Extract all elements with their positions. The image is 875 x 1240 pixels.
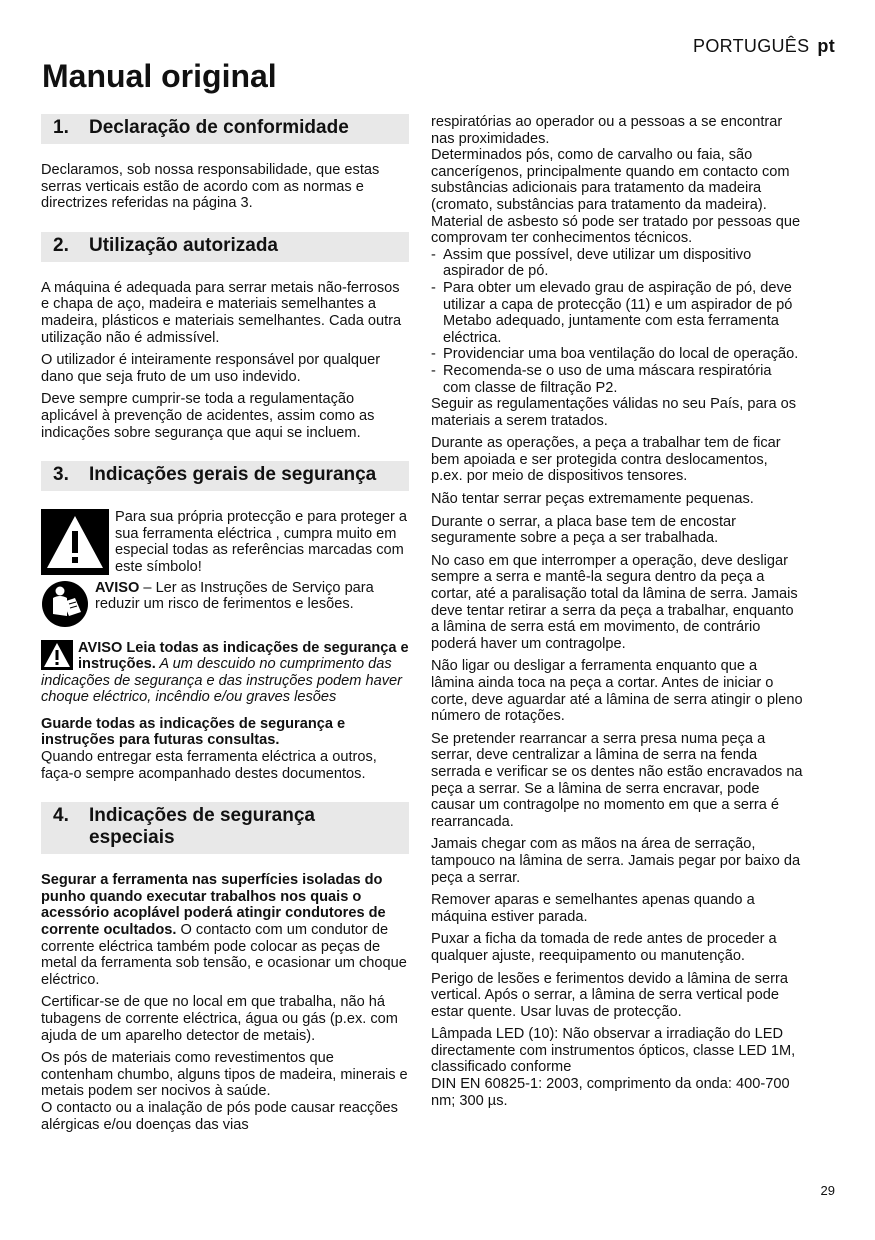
right-paragraph: DIN EN 60825-1: 2003, comprimento da onda: 400-700 nm; 300 µs. xyxy=(431,1076,790,1109)
read-manual-warning-text: – Ler as Instruções de Serviço para reduzir um risco de ferimentos e lesões. xyxy=(95,579,374,613)
right-paragraph: Perigo de lesões e ferimentos devido a lâmina de serra vertical. Após o serrar, a lâmina de serra vertical pode estar quente. Usar luvas de protecção. xyxy=(431,970,788,1020)
language-header xyxy=(693,36,835,57)
section-4-paragraph: O contacto ou a inalação de pós pode causar reacções alérgicas e/ou doenças das vias xyxy=(41,1099,398,1133)
right-paragraph: Lâmpada LED (10): Não observar a irradiação do LED directamente com instrumentos ópticos, classe LED 1M, classificado conforme xyxy=(431,1026,796,1076)
language-code: pt xyxy=(817,36,835,56)
section-heading-4: 4. Indicações de segurança especiais xyxy=(41,802,409,854)
section-heading-2: 2. Utilização autorizada xyxy=(41,232,409,262)
keep-instructions-bold: Guarde todas as indicações de segurança e instruções para futuras consultas. xyxy=(41,715,346,749)
section-2-paragraph: Deve sempre cumprir-se toda a regulamentação aplicável à prevenção de acidentes, assim como as indicações sobre segurança que aqui se incluem. xyxy=(41,391,375,441)
list-item: - Recomenda-se o uso de uma máscara respiratória com classe de filtração P2. xyxy=(431,362,772,396)
right-paragraph: Durante o serrar, a placa base tem de encostar seguramente sobre a peça a ser trabalhada. xyxy=(431,513,737,547)
right-paragraph: Durante as operações, a peça a trabalhar tem de ficar bem apoiada e ser protegida contra deslocamentos, p.ex. por meio de dispositivos tensores. xyxy=(431,435,781,485)
right-column xyxy=(431,114,803,1115)
right-paragraph: respiratórias ao operador ou a pessoas a se encontrar nas proximidades. xyxy=(431,114,783,147)
warning-triangle-icon xyxy=(41,640,73,670)
right-paragraph: Determinados pós, como de carvalho ou faia, são cancerígenos, principalmente quando em contacto com substâncias adicionais para tratamento da madeira (cromato, substâncias para tratamento da madeira). Material de asbesto só pode ser tratado por pessoas que comprovam ter conhecimentos técnicos. xyxy=(431,147,801,247)
right-paragraph: Jamais chegar com as mãos na área de serração, tampouco na lâmina de serra. Jamais pegar por baixo da peça a serrar. xyxy=(431,836,801,886)
safety-warning-paragraph xyxy=(41,640,409,706)
page-number: 29 xyxy=(820,1183,835,1198)
keep-instructions-text: Quando entregar esta ferramenta eléctrica a outros, faça-o sempre acompanhado destes documentos. xyxy=(41,749,377,782)
left-column xyxy=(41,114,409,1139)
safety-warning-italic: A um descuido no cumprimento das indicações de segurança e das instruções podem haver choque eléctrico, incêndio e/ou graves lesões xyxy=(41,656,403,706)
right-paragraph: No caso em que interromper a operação, deve desligar sempre a serra e mantê-la segura dentro da peça a cortar, até a paralisação total da lâmina de serra. Jamais deve tentar retirar a serra da peça a trabalhar, enquanto a lâmina de serra está em movimento, de contrário poderá haver um contragolpe. xyxy=(431,552,798,652)
safety-warning-bold: AVISO Leia todas as indicações de segurança e instruções. xyxy=(78,639,409,673)
section-4-paragraph: Certificar-se de que no local em que trabalha, não há tubagens de corrente eléctrica, água ou gás (p.ex. com ajuda de um aparelho detector de metais). xyxy=(41,994,398,1044)
section-heading-3: 3. Indicações gerais de segurança xyxy=(41,461,409,491)
right-paragraph: Seguir as regulamentações válidas no seu País, para os materiais a serem tratados. xyxy=(431,396,797,429)
read-manual-warning-label: AVISO xyxy=(95,579,140,596)
page-title: Manual original xyxy=(42,58,277,94)
list-item: - Assim que possível, deve utilizar um dispositivo aspirador de pó. xyxy=(431,246,752,280)
right-paragraph: Remover aparas e semelhantes apenas quando a máquina estiver parada. xyxy=(431,892,755,925)
section-1-text: Declaramos, sob nossa responsabilidade, que estas serras verticais estão de acordo com as normas e directrizes referidas na página 3. xyxy=(41,162,380,212)
right-paragraph: Não tentar serrar peças extremamente pequenas. xyxy=(431,491,754,508)
section-2-paragraph: O utilizador é inteiramente responsável por qualquer dano que seja fruto de um uso indevido. xyxy=(41,352,381,385)
general-warning-text: Para sua própria protecção e para proteger a sua ferramenta eléctrica , cumpra muito em especial todas as referências marcadas com este símbolo! xyxy=(115,509,408,575)
warning-triangle-icon xyxy=(41,509,109,575)
section-heading-1: 1. Declaração de conformidade xyxy=(41,114,409,144)
language-label: PORTUGUÊS xyxy=(693,36,810,56)
general-warning xyxy=(41,509,409,575)
right-paragraph: Não ligar ou desligar a ferramenta enquanto que a lâmina ainda toca na peça a cortar. Antes de iniciar o corte, deve aguardar até a lâmina de serra atingir o pleno número de rotações. xyxy=(431,658,803,725)
list-item: - Para obter um elevado grau de aspiração de pó, deve utilizar a capa de protecção (11) e um aspirador de pó Metabo adequado, juntamente com esta ferramenta eléctrica. xyxy=(431,279,793,346)
section-4-paragraph: Os pós de materiais como revestimentos que contenham chumbo, alguns tipos de madeira, minerais e metais podem ser nocivos à saúde. xyxy=(41,1050,408,1100)
list-item: - Providenciar uma boa ventilação do local de operação. xyxy=(431,346,799,363)
read-manual-warning xyxy=(41,580,409,628)
right-paragraph: Puxar a ficha da tomada de rede antes de proceder a qualquer ajuste, reequipamento ou manutenção. xyxy=(431,931,777,964)
keep-instructions-paragraph xyxy=(41,716,409,782)
read-manual-icon xyxy=(41,580,89,628)
section-2-paragraph: A máquina é adequada para serrar metais não-ferrosos e chapa de aço, madeira e materiais semelhantes a madeira, plásticos e materiais semelhantes. Cada outra utilização não é admissível. xyxy=(41,279,402,346)
right-paragraph: Se pretender rearrancar a serra presa numa peça a serrar, deve centralizar a lâmina de serra na fenda serrada e verificar se os dentes não estão encravados na peça a serrar. Se a lâmina de serra encravar, pode causar um contragolpe no momento em que a serra é rearrancada. xyxy=(431,730,803,830)
section-4-paragraph: Segurar a ferramenta nas superfícies isoladas do punho quando executar trabalhos nos quais o acessório acoplável poderá atingir condutores de corrente ocultados. O contacto com um condutor de corrente eléctrica também pode colocar as peças de metal da ferramenta sob tensão, e ocasionar um choque eléctrico. xyxy=(41,872,407,988)
